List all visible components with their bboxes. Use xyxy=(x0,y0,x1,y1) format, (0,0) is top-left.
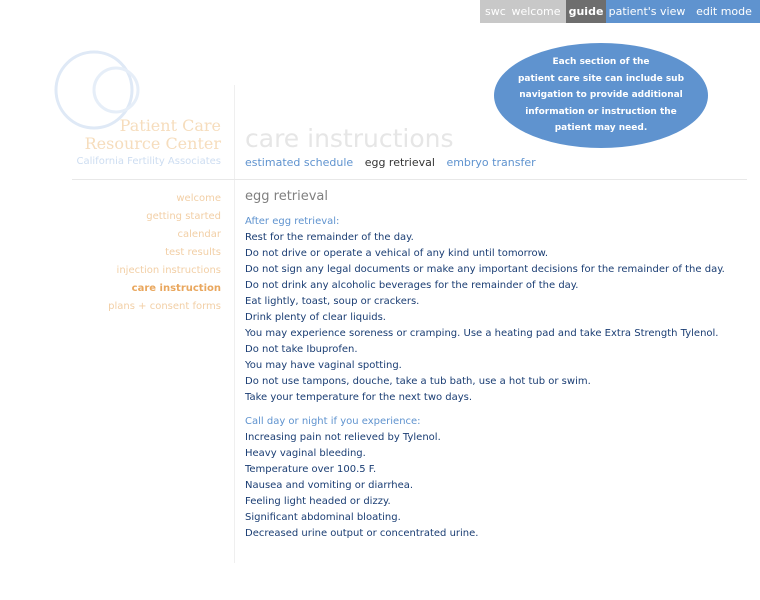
symptom-line: Feeling light headed or dizzy. xyxy=(245,496,391,507)
logo-line-2: Resource Center xyxy=(84,134,221,153)
instruction-line: Eat lightly, toast, soup or crackers. xyxy=(245,296,420,307)
top-nav-edit-mode[interactable]: edit mode xyxy=(688,0,760,23)
instruction-line: Do not use tampons, douche, take a tub bath, use a hot tub or swim. xyxy=(245,376,591,387)
instruction-line: Do not drive or operate a vehical of any kind until tomorrow. xyxy=(245,248,549,259)
page-title: care instructions xyxy=(245,124,454,153)
instruction-line: Do not drink any alcoholic beverages for the remainder of the day. xyxy=(245,280,579,291)
subnav-egg-retrieval[interactable]: egg retrieval xyxy=(364,156,435,169)
sidebar-item-calendar[interactable]: calendar xyxy=(177,229,221,240)
instruction-line: Take your temperature for the next two days. xyxy=(245,392,473,403)
sidebar-item-injection-instructions[interactable]: injection instructions xyxy=(116,265,221,276)
instruction-line: You may have vaginal spotting. xyxy=(245,360,402,371)
subnav-estimated-schedule[interactable]: estimated schedule xyxy=(245,156,354,169)
symptom-line: Decreased urine output or concentrated urine. xyxy=(245,528,479,539)
sidebar-item-care-instruction[interactable]: care instruction xyxy=(131,283,221,294)
callout-line: Each section of the xyxy=(552,57,650,67)
symptom-line: Significant abdominal bloating. xyxy=(245,512,401,523)
instruction-line: Rest for the remainder of the day. xyxy=(245,232,414,243)
instruction-line: You may experience soreness or cramping. Use a heating pad and take Extra Strength Tylenol. xyxy=(245,328,719,339)
symptom-line: Heavy vaginal bleeding. xyxy=(245,448,366,459)
content-title: egg retrieval xyxy=(245,189,329,204)
callout-line: navigation to provide additional xyxy=(519,90,683,100)
section-heading: After egg retrieval: xyxy=(245,216,340,227)
call-if-section xyxy=(245,414,478,542)
guide-callout xyxy=(494,43,708,148)
symptom-line: Increasing pain not relieved by Tylenol. xyxy=(245,432,441,443)
sub-navigation xyxy=(245,156,544,169)
sidebar-nav xyxy=(80,190,221,316)
instruction-line: Do not sign any legal documents or make any important decisions for the remainder of the day. xyxy=(245,264,725,275)
sidebar-item-getting-started[interactable]: getting started xyxy=(146,211,221,222)
callout-line: patient may need. xyxy=(554,123,648,133)
subnav-embryo-transfer[interactable]: embryo transfer xyxy=(446,156,536,169)
sidebar-item-test-results[interactable]: test results xyxy=(165,247,221,258)
top-nav-welcome[interactable]: welcome xyxy=(506,0,566,23)
section-heading: Call day or night if you experience: xyxy=(245,416,421,427)
top-nav-bar xyxy=(480,0,760,23)
vertical-divider xyxy=(234,85,235,563)
callout-line: information or instruction the xyxy=(525,106,677,117)
sidebar-item-plans-consent-forms[interactable]: plans + consent forms xyxy=(108,301,221,312)
callout-line: patient care site can include sub xyxy=(517,73,685,84)
logo-line-3: California Fertility Associates xyxy=(76,156,221,167)
horizontal-divider xyxy=(72,179,747,180)
instruction-line: Drink plenty of clear liquids. xyxy=(245,312,386,323)
logo[interactable] xyxy=(50,50,226,175)
instruction-line: Do not take Ibuprofen. xyxy=(245,344,358,355)
top-nav-swc[interactable]: swc xyxy=(480,0,506,23)
top-nav-guide[interactable]: guide xyxy=(566,0,606,23)
logo-line-1: Patient Care xyxy=(119,116,221,135)
symptom-line: Temperature over 100.5 F. xyxy=(245,464,377,475)
top-nav-patients-view[interactable]: patient's view xyxy=(606,0,688,23)
after-retrieval-section xyxy=(245,214,725,406)
sidebar-item-welcome[interactable]: welcome xyxy=(176,193,221,204)
symptom-line: Nausea and vomiting or diarrhea. xyxy=(245,480,414,491)
